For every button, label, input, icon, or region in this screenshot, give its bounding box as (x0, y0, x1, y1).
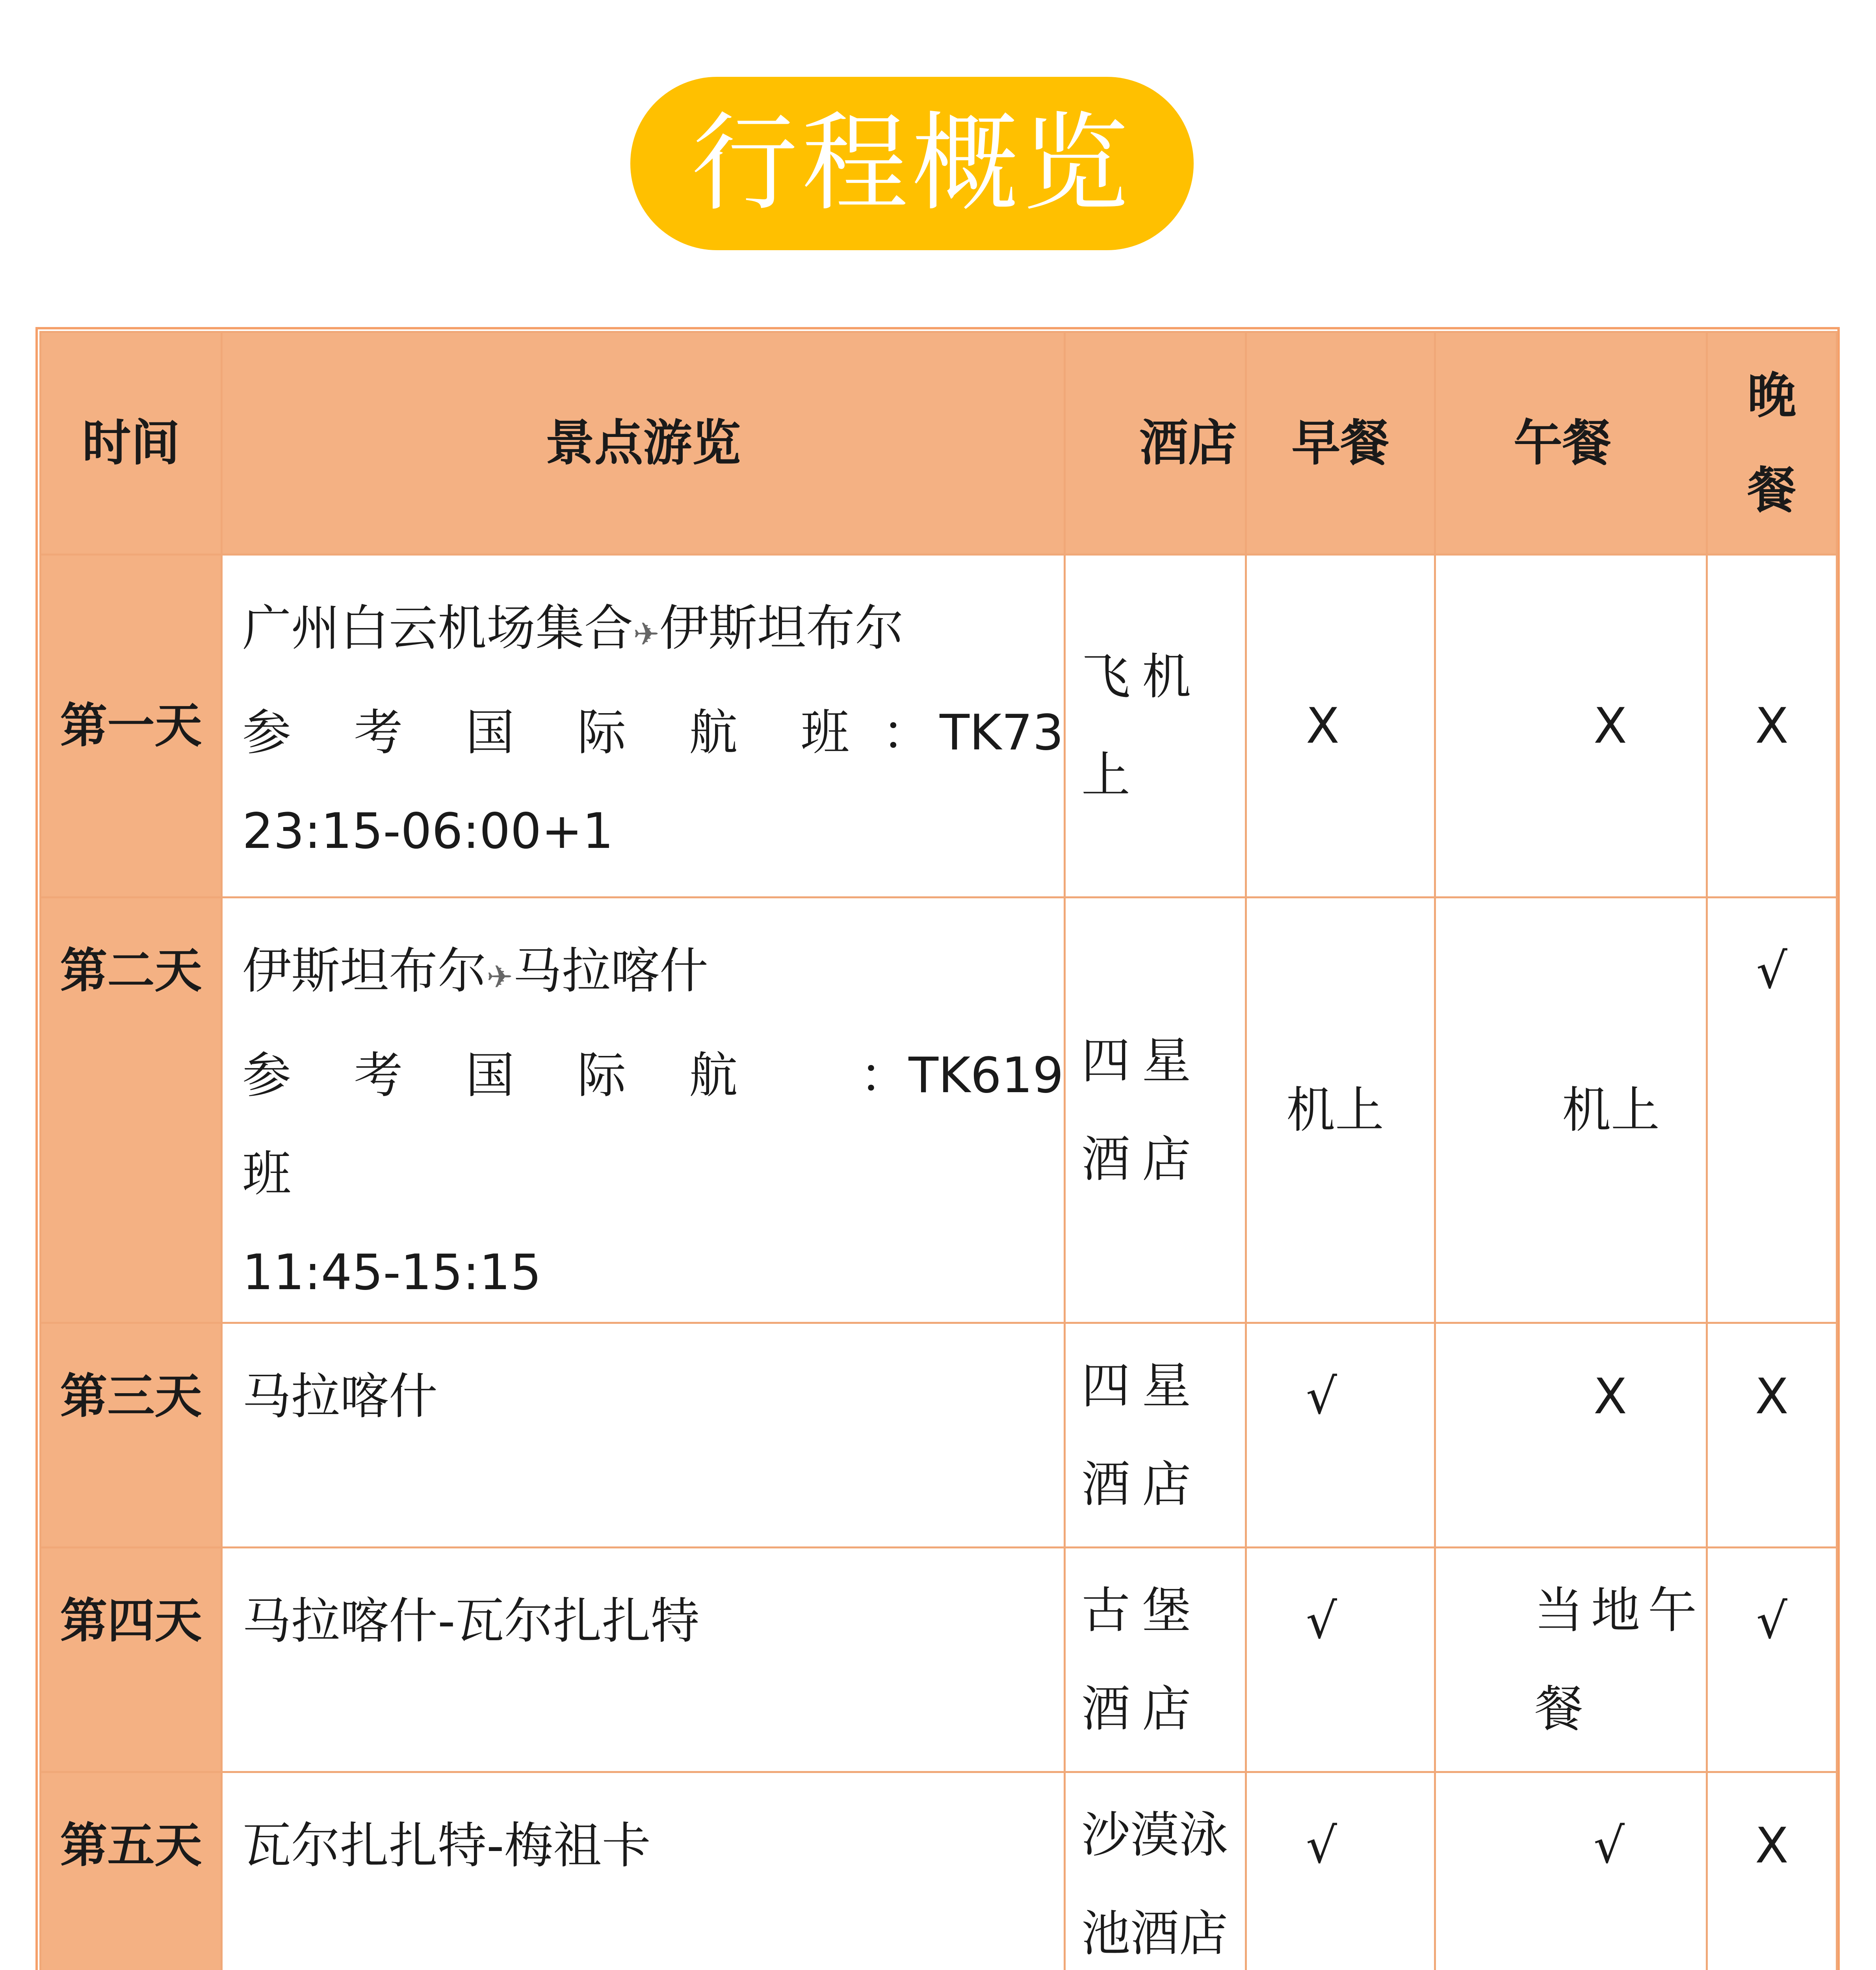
hotel-cell: 沙漠泳池酒店 (1065, 1772, 1246, 1970)
sights-cell: 瓦尔扎扎特-梅祖卡 (222, 1772, 1065, 1970)
table-row (41, 898, 1837, 1323)
breakfast-cell: X (1246, 555, 1435, 898)
lunch-cell: 当地午餐 (1435, 1548, 1707, 1772)
breakfast-cell: √ (1246, 1772, 1435, 1970)
lunch-cell: X (1435, 1323, 1707, 1548)
hotel-cell: 古堡酒店 (1065, 1548, 1246, 1772)
dinner-cell: X (1707, 1323, 1837, 1548)
day-label: 第四天 (41, 1548, 222, 1772)
table-row (41, 555, 1837, 898)
header-lunch: 午餐 (1435, 332, 1707, 555)
route-line: 广州白云机场集合✈伊斯坦布尔 (242, 600, 904, 657)
dinner-cell: √ (1707, 898, 1837, 1323)
title-banner (630, 77, 1194, 250)
hotel-cell: 飞机上 (1065, 555, 1246, 898)
dinner-cell: X (1707, 555, 1837, 898)
flight-line: 参 考 国 际 航 班 ： TK73 (242, 704, 1064, 761)
dinner-cell: √ (1707, 1548, 1837, 1772)
plane-arrow-icon: ✈ (633, 616, 660, 652)
sights-cell (222, 898, 1065, 1323)
header-sights: 景点游览 (222, 332, 1065, 555)
table-row (41, 1323, 1837, 1548)
lunch-cell: X (1435, 555, 1707, 898)
itinerary-table (39, 331, 1838, 1970)
sights-cell (222, 555, 1065, 898)
header-hotel: 酒店 (1065, 332, 1246, 555)
header-breakfast: 早餐 (1246, 332, 1435, 555)
table-row (41, 1548, 1837, 1772)
breakfast-cell: √ (1246, 1548, 1435, 1772)
header-time: 时间 (41, 332, 222, 555)
hotel-cell: 四星酒店 (1065, 1323, 1246, 1548)
flight-time: 11:45-15:15 (242, 1244, 542, 1301)
day-label: 第三天 (41, 1323, 222, 1548)
table-header-row (41, 332, 1837, 555)
dinner-cell: X (1707, 1772, 1837, 1970)
lunch-cell: 机上 (1435, 898, 1707, 1323)
day-label: 第一天 (41, 555, 222, 898)
sights-cell: 马拉喀什 (222, 1323, 1065, 1548)
flight-line: 参 考 国 际 航 班 ： TK619 (242, 1047, 1064, 1202)
breakfast-cell: √ (1246, 1323, 1435, 1548)
page-title: 行程概览 (691, 101, 1133, 225)
plane-arrow-icon: ✈ (487, 959, 513, 995)
day-label: 第二天 (41, 898, 222, 1323)
sights-cell: 马拉喀什-瓦尔扎扎特 (222, 1548, 1065, 1772)
route-line: 伊斯坦布尔✈马拉喀什 (242, 943, 709, 1000)
day-label: 第五天 (41, 1772, 222, 1970)
lunch-cell: √ (1435, 1772, 1707, 1970)
header-dinner: 晚 餐 (1707, 332, 1837, 555)
breakfast-cell: 机上 (1246, 898, 1435, 1323)
table-row (41, 1772, 1837, 1970)
hotel-cell: 四星酒店 (1065, 898, 1246, 1323)
flight-time: 23:15-06:00+1 (242, 803, 614, 860)
